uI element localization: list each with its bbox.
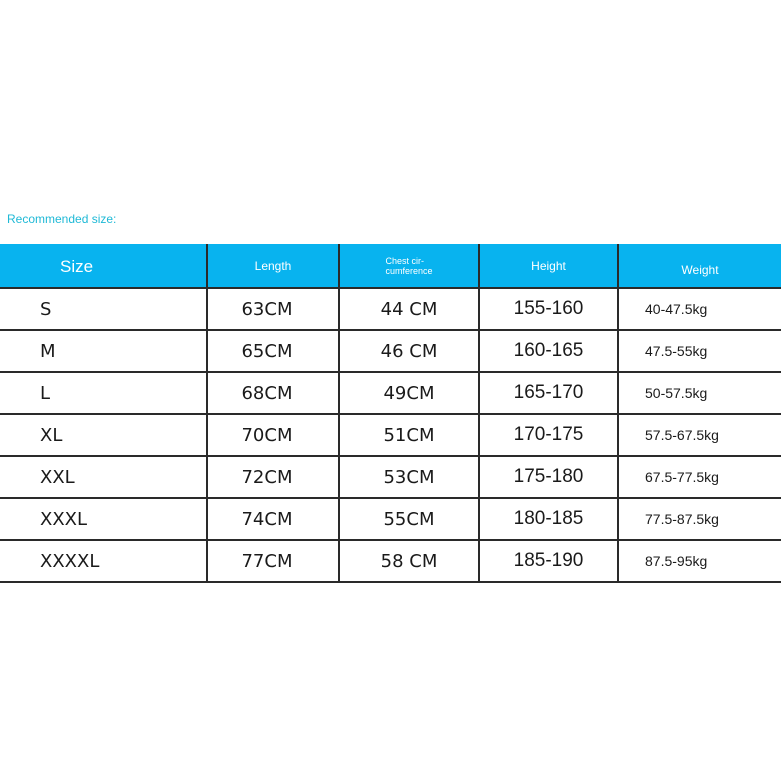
table-row [0, 414, 781, 456]
cell-height: 180-185 [479, 498, 618, 540]
table-row [0, 456, 781, 498]
cell-size: XXL [0, 456, 207, 498]
cell-chest: 58 CM [339, 540, 479, 582]
cell-weight: 47.5-55kg [618, 330, 781, 372]
cell-length: 72CM [207, 456, 339, 498]
cell-chest: 51CM [339, 414, 479, 456]
table-row [0, 330, 781, 372]
table-row [0, 540, 781, 582]
table-row [0, 372, 781, 414]
header-weight: Weight [618, 245, 781, 288]
header-chest-label: Chest cir- cumference [385, 256, 433, 276]
cell-size: XXXXL [0, 540, 207, 582]
size-chart-table [0, 244, 781, 583]
cell-weight: 50-57.5kg [618, 372, 781, 414]
cell-size: L [0, 372, 207, 414]
cell-length: 68CM [207, 372, 339, 414]
cell-weight: 67.5-77.5kg [618, 456, 781, 498]
cell-chest: 53CM [339, 456, 479, 498]
recommended-size-caption: Recommended size: [7, 212, 117, 226]
cell-chest: 46 CM [339, 330, 479, 372]
table-header-row [0, 245, 781, 288]
cell-height: 165-170 [479, 372, 618, 414]
cell-height: 170-175 [479, 414, 618, 456]
cell-weight: 57.5-67.5kg [618, 414, 781, 456]
header-height: Height [479, 245, 618, 288]
header-size: Size [0, 245, 207, 288]
cell-size: XXXL [0, 498, 207, 540]
cell-height: 185-190 [479, 540, 618, 582]
cell-height: 155-160 [479, 288, 618, 330]
cell-length: 63CM [207, 288, 339, 330]
cell-size: M [0, 330, 207, 372]
cell-chest: 44 CM [339, 288, 479, 330]
header-length: Length [207, 245, 339, 288]
table-row [0, 498, 781, 540]
cell-weight: 77.5-87.5kg [618, 498, 781, 540]
cell-height: 160-165 [479, 330, 618, 372]
header-chest-circumference [339, 245, 479, 288]
cell-size: S [0, 288, 207, 330]
cell-size: XL [0, 414, 207, 456]
cell-weight: 87.5-95kg [618, 540, 781, 582]
cell-chest: 49CM [339, 372, 479, 414]
cell-length: 74CM [207, 498, 339, 540]
cell-length: 77CM [207, 540, 339, 582]
cell-height: 175-180 [479, 456, 618, 498]
cell-length: 65CM [207, 330, 339, 372]
cell-length: 70CM [207, 414, 339, 456]
table-row [0, 288, 781, 330]
cell-chest: 55CM [339, 498, 479, 540]
cell-weight: 40-47.5kg [618, 288, 781, 330]
